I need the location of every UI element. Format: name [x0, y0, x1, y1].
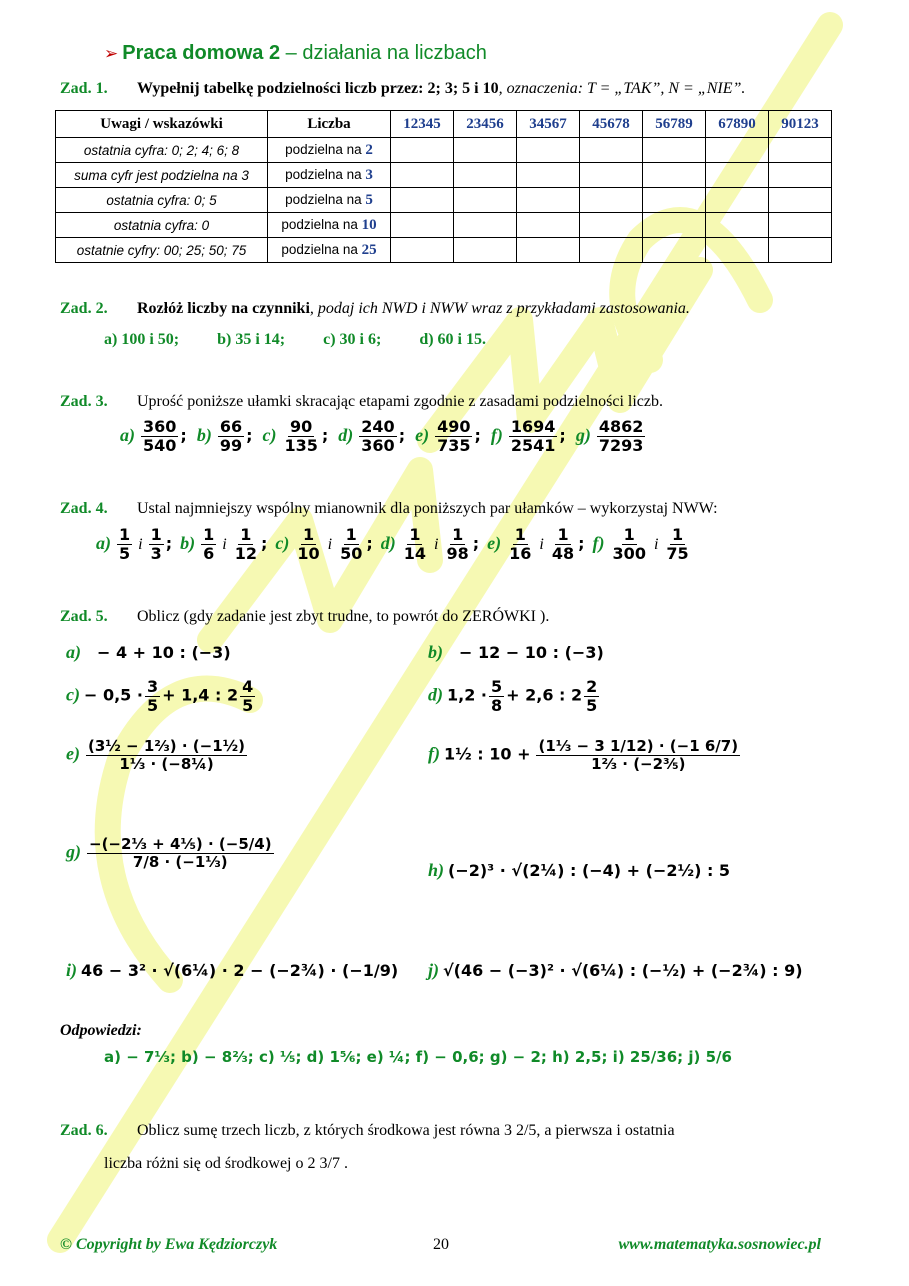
zad2-label: Zad. 2.: [60, 300, 108, 317]
col-header: 67890: [706, 111, 769, 138]
answer-cell[interactable]: [580, 213, 643, 238]
col-header: 12345: [391, 111, 454, 138]
footer-copyright: © Copyright by Ewa Kędziorczyk: [60, 1236, 278, 1253]
col-header: 34567: [517, 111, 580, 138]
col-header: Liczba: [268, 111, 391, 138]
answer-cell[interactable]: [580, 138, 643, 163]
fraction-item: c) $\frac{90}{135}$ ;: [262, 417, 329, 456]
zad4-fractions: [96, 526, 701, 564]
zad5-text: Oblicz (gdy zadanie jest zbyt trudne, to powrót do ZERÓWKI ).: [137, 608, 550, 625]
answer-cell[interactable]: [769, 238, 832, 263]
zad5-g: g) $\frac{\text{−(−2⅓ + 4⅕) · (−5/4)}}{\text{7/8 · (−1⅓)}}$: [66, 835, 272, 872]
answer-cell[interactable]: [391, 188, 454, 213]
fraction-item: b) $\frac{66}{99}$ ;: [196, 417, 253, 456]
answers-label: Odpowiedzi:: [60, 1022, 142, 1039]
answer-cell[interactable]: [643, 138, 706, 163]
zad3-text: Uprość poniższe ułamki skracając etapami zgodnie z zasadami podzielności liczb.: [137, 393, 664, 410]
answer-cell[interactable]: [517, 238, 580, 263]
answer-cell[interactable]: [643, 238, 706, 263]
answer-cell[interactable]: [580, 238, 643, 263]
answer-cell[interactable]: [769, 213, 832, 238]
zad4-text: Ustal najmniejszy wspólny mianownik dla poniższych par ułamków – wykorzystaj NWW:: [137, 500, 718, 517]
fraction: $\frac{240}{360}$: [361, 417, 395, 456]
col-header: 23456: [454, 111, 517, 138]
table-row: [56, 238, 832, 263]
answer-cell[interactable]: [517, 138, 580, 163]
answer-cell[interactable]: [580, 188, 643, 213]
table-row: [56, 213, 832, 238]
answer-cell[interactable]: [391, 238, 454, 263]
col-header: 45678: [580, 111, 643, 138]
fraction: $\frac{90}{135}$: [284, 417, 318, 456]
fraction: $\frac{66}{99}$: [219, 417, 243, 456]
zad5-label: Zad. 5.: [60, 608, 108, 625]
divisor-cell: podzielna na 2: [268, 138, 391, 163]
answer-cell[interactable]: [706, 188, 769, 213]
answer-cell[interactable]: [454, 213, 517, 238]
table-header-row: [56, 111, 832, 138]
fraction: $\frac{4862}{7293}$: [598, 417, 644, 456]
zad4-label: Zad. 4.: [60, 500, 108, 517]
zad1-text: Wypełnij tabelkę podzielności liczb przez: 2; 3; 5 i 10, oznaczenia: T = „TAK”, N = „NIE”.: [137, 80, 746, 97]
col-header: 56789: [643, 111, 706, 138]
hint-cell: suma cyfr jest podzielna na 3: [56, 163, 268, 188]
zad6-line1: Oblicz sumę trzech liczb, z których środkowa jest równa 3 2/5, a pierwsza i ostatnia: [137, 1122, 675, 1139]
page-title: ➢ Praca domowa 2 – działania na liczbach: [104, 42, 487, 64]
fraction-item: e) $\frac{490}{735}$ ;: [415, 417, 481, 456]
item-label: b): [196, 424, 212, 445]
answer-cell[interactable]: [391, 163, 454, 188]
answer-cell[interactable]: [391, 138, 454, 163]
fraction-pair: f) $\frac{1}{300}$ i $\frac{1}{75}$: [592, 525, 689, 564]
table-row: [56, 163, 832, 188]
zad6-label: Zad. 6.: [60, 1122, 108, 1139]
fraction-pair: b) $\frac{1}{6}$ i $\frac{1}{12}$ ;: [180, 525, 268, 564]
fraction-pair: d) $\frac{1}{14}$ i $\frac{1}{98}$ ;: [380, 525, 480, 564]
fraction-item: [575, 417, 648, 456]
col-header: Uwagi / wskazówki: [56, 111, 268, 138]
item-label: e): [415, 424, 430, 445]
fraction-pair: a) $\frac{1}{5}$ i $\frac{1}{3}$ ;: [96, 525, 173, 564]
fraction: $\frac{360}{540}$: [143, 417, 177, 456]
item-label: c): [262, 424, 277, 445]
fraction-item: a) $\frac{360}{540}$ ;: [120, 417, 187, 456]
zad2-text: Rozłóż liczby na czynniki, podaj ich NWD i NWW wraz z przykładami zastosowania.: [137, 300, 690, 317]
answer-cell[interactable]: [517, 163, 580, 188]
divisor-cell: podzielna na 5: [268, 188, 391, 213]
footer-url[interactable]: www.matematyka.sosnowiec.pl: [618, 1236, 821, 1253]
answer-cell[interactable]: [769, 163, 832, 188]
answers: a) − 7⅓; b) − 8⅔; c) ⅕; d) 1⅚; e) ¼; f) − 0,6; g) − 2; h) 2,5; i) 25/36; j) 5/6: [104, 1048, 732, 1066]
answer-cell[interactable]: [706, 238, 769, 263]
answer-cell[interactable]: [769, 188, 832, 213]
fraction-item: d) $\frac{240}{360}$ ;: [338, 417, 406, 456]
hint-cell: ostatnia cyfra: 0; 2; 4; 6; 8: [56, 138, 268, 163]
answer-cell[interactable]: [454, 138, 517, 163]
item-label: d): [338, 424, 354, 445]
table-row: [56, 138, 832, 163]
divisor-cell: podzielna na 10: [268, 213, 391, 238]
zad5-h: h) (−2)³ · √(2¼) : (−4) + (−2½) : 5: [428, 860, 731, 880]
item-label: f): [490, 424, 503, 445]
fraction-pair: e) $\frac{1}{16}$ i $\frac{1}{48}$ ;: [487, 525, 585, 564]
answer-cell[interactable]: [706, 213, 769, 238]
zad3-label: Zad. 3.: [60, 393, 108, 410]
answer-cell[interactable]: [454, 188, 517, 213]
hint-cell: ostatnia cyfra: 0; 5: [56, 188, 268, 213]
answer-cell[interactable]: [769, 138, 832, 163]
answer-cell[interactable]: [580, 163, 643, 188]
answer-cell[interactable]: [454, 163, 517, 188]
fraction: $\frac{490}{735}$: [437, 417, 471, 456]
divisor-cell: podzielna na 3: [268, 163, 391, 188]
zad6-line2: liczba różni się od środkowej o 2 3/7 .: [104, 1155, 348, 1172]
answer-cell[interactable]: [643, 188, 706, 213]
zad5-b: b) − 12 − 10 : (−3): [428, 642, 604, 662]
item-label: g): [575, 424, 591, 445]
item-label: a): [120, 424, 135, 445]
zad5-d: d) 1,2 · $\frac{5}{8}$ + 2,6 : 2 $\frac{2}{5}$: [428, 677, 598, 716]
answer-cell[interactable]: [454, 238, 517, 263]
zad2-items: a) 100 i 50; b) 35 i 14; c) 30 i 6; d) 60 i 15.: [104, 331, 486, 348]
zad5-c: c) − 0,5 · $\frac{3}{5}$ + 1,4 : 2 $\frac{4}{5}$: [66, 677, 254, 716]
answer-cell[interactable]: [643, 163, 706, 188]
divisibility-table: [55, 110, 832, 263]
col-header: 90123: [769, 111, 832, 138]
answer-cell[interactable]: [643, 213, 706, 238]
zad5-a: a) − 4 + 10 : (−3): [66, 642, 231, 662]
fraction-pair: c) $\frac{1}{10}$ i $\frac{1}{50}$ ;: [275, 525, 373, 564]
hint-cell: ostatnia cyfra: 0: [56, 213, 268, 238]
answer-cell[interactable]: [391, 213, 454, 238]
answer-cell[interactable]: [706, 163, 769, 188]
zad5-i: i) 46 − 3² · √(6¼) · 2 − (−2¾) · (−1/9): [66, 960, 399, 980]
zad5-f: f) 1½ : 10 + $\frac{\text{(1⅓ − 3 1/12) · (−1 6/7)}}{\text{1⅔ · (−2⅗)}}$: [428, 737, 739, 774]
hint-cell: ostatnie cyfry: 00; 25; 50; 75: [56, 238, 268, 263]
arrow-icon: ➢: [104, 44, 119, 63]
zad1-label: Zad. 1.: [60, 80, 108, 97]
answer-cell[interactable]: [517, 213, 580, 238]
page-number: 20: [433, 1236, 449, 1253]
zad5-j: j) √(46 − (−3)² · √(6¼) : (−½) + (−2¾) : 9): [428, 960, 803, 980]
fraction-item: f) $\frac{1694}{2541}$ ;: [490, 417, 566, 456]
divisor-cell: podzielna na 25: [268, 238, 391, 263]
fraction: $\frac{1694}{2541}$: [510, 417, 556, 456]
zad5-e: e) $\frac{\text{(3½ − 1⅔) · (−1½)}}{\text{1⅓ · (−8¼)}}$: [66, 737, 246, 774]
zad3-fractions: [120, 418, 657, 456]
answer-cell[interactable]: [706, 138, 769, 163]
answer-cell[interactable]: [517, 188, 580, 213]
table-row: [56, 188, 832, 213]
